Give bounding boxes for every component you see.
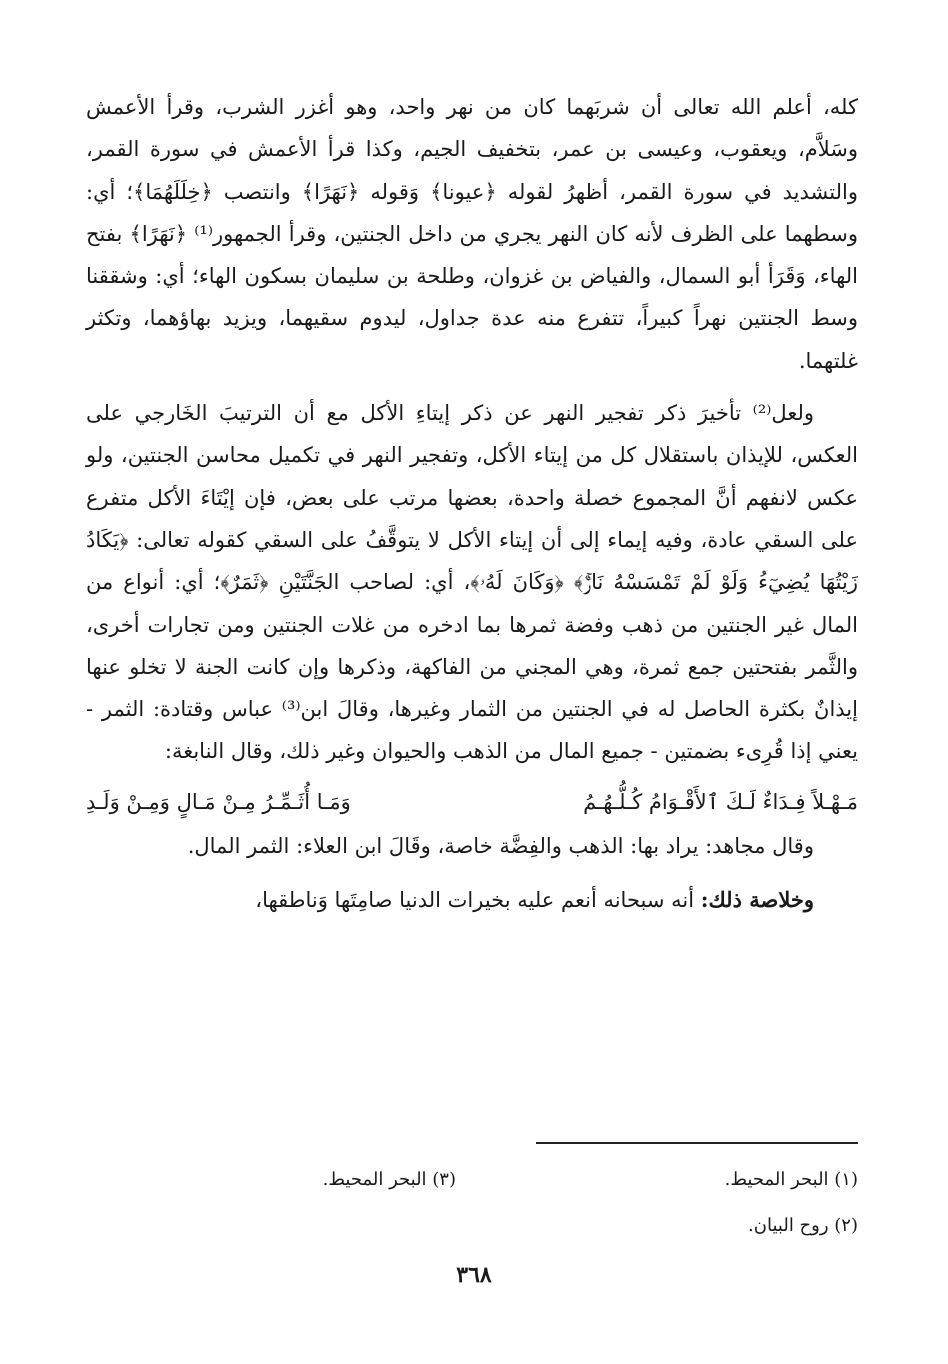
footnote-1: (١) البحر المحيط. <box>724 1169 858 1190</box>
poem-first-hemistich: مَـهْـلاً فِـدَاءٌ لَـكَ ٱلأَقْـوَامُ كُـلُّـهُـمُ <box>583 789 858 814</box>
paragraph-3: وقال مجاهد: يراد بها: الذهب والفِضَّة خاصة، وقَالَ ابن العلاء: الثمر المال. <box>187 833 814 858</box>
footnote-divider <box>536 1142 858 1144</box>
closing-text: أنه سبحانه أنعم عليه بخيرات الدنيا صامِتَها وَناطقها، <box>255 888 701 913</box>
poem-second-hemistich: وَمَـا أُثَـمِّـرُ مِـنْ مَـالٍ وَمِـنْ وَلَـدِ <box>86 789 351 814</box>
footnote-3: (٣) البحر المحيط. <box>322 1169 456 1190</box>
main-text <box>86 86 858 921</box>
closing-lead: وخلاصة ذلك: <box>700 887 814 913</box>
poem-verse <box>86 779 858 825</box>
page-number: ٣٦٨ <box>456 1262 492 1288</box>
footnote-2: (٢) روح البيان. <box>748 1215 858 1236</box>
paragraph-2: ولعل⁽²⁾ تأخيرَ ذكر تفجير النهر عن ذكر إيتاءِ الأكل مع أن الترتيبَ الخَارجي على العكس، للإيذان باستقلال كل من إيتاء الأكل، وتفجير النهر في تكميل محاسن الجنتين، ولو عكس لانفهم أنَّ المجموع خصلة واحدة، بعضها مرتب على بعض، فإن إيْتَاءَ الأكل متفرع على السقي عادة، وفيه إيماء إلى أن إيتاء الأكل لا يتوقَّفُ على السقي كقوله تعالى: ﴿يَكَادُ زَيْتُهَا يُضِيٓءُ وَلَوْ لَمْ تَمْسَسْهُ نَارٌۚ﴾ ﴿وَكَانَ لَهُۥ﴾، أي: لصاحب الجَنَّتَيْنِ ﴿ثَمَرٌ﴾؛ أي: أنواع من المال غير الجنتين من ذهب وفضة ثمرها بما ادخره من غلات الجنتين ومن تجارات أخرى، والثَّمر بفتحتين جمع ثمرة، وهي المجني من الفاكهة، وذكرها وإن كانت الجنة لا تخلو عنها إيذانٌ بكثرة الحاصل له في الجنتين من الثمار وغيرها، وقالَ ابن⁽³⁾ عباس وقتادة: الثمر - يعني إذا قُرِىء بضمتين - جميع المال من الذهب والحيوان وغير ذلك، وقال النابغة: <box>86 401 858 764</box>
closing-paragraph <box>86 879 858 921</box>
paragraph-1: كله، أعلم الله تعالى أن شربَهما كان من نهر واحد، وهو أغزر الشرب، وقرأ الأعمش وسَلاَّم، ويعقوب، وعيسى بن عمر، بتخفيف الجيم، وكذا قرأ الأعمش في سورة القمر، والتشديد في سورة القمر، أظهرُ لقوله ﴿عيونا﴾ وَقوله ﴿نَهَرًا﴾ وانتصب ﴿خِلَلَهُمَا﴾؛ أي: وسطهما على الظرف لأنه كان النهر يجري من داخل الجنتين، وقرأ الجمهور⁽¹⁾ ﴿نَهَرًا﴾ بفتح الهاء، وَقَرَأ أبو السمال، والفياض بن غزوان، وطلحة بن سليمان بسكون الهاء؛ أي: وشققنا وسط الجنتين نهراً كبيراً، تتفرع منه عدة جداول، ليدوم سقيهما، ويزيد بهاؤهما، وتكثر غلتهما. <box>86 95 858 373</box>
